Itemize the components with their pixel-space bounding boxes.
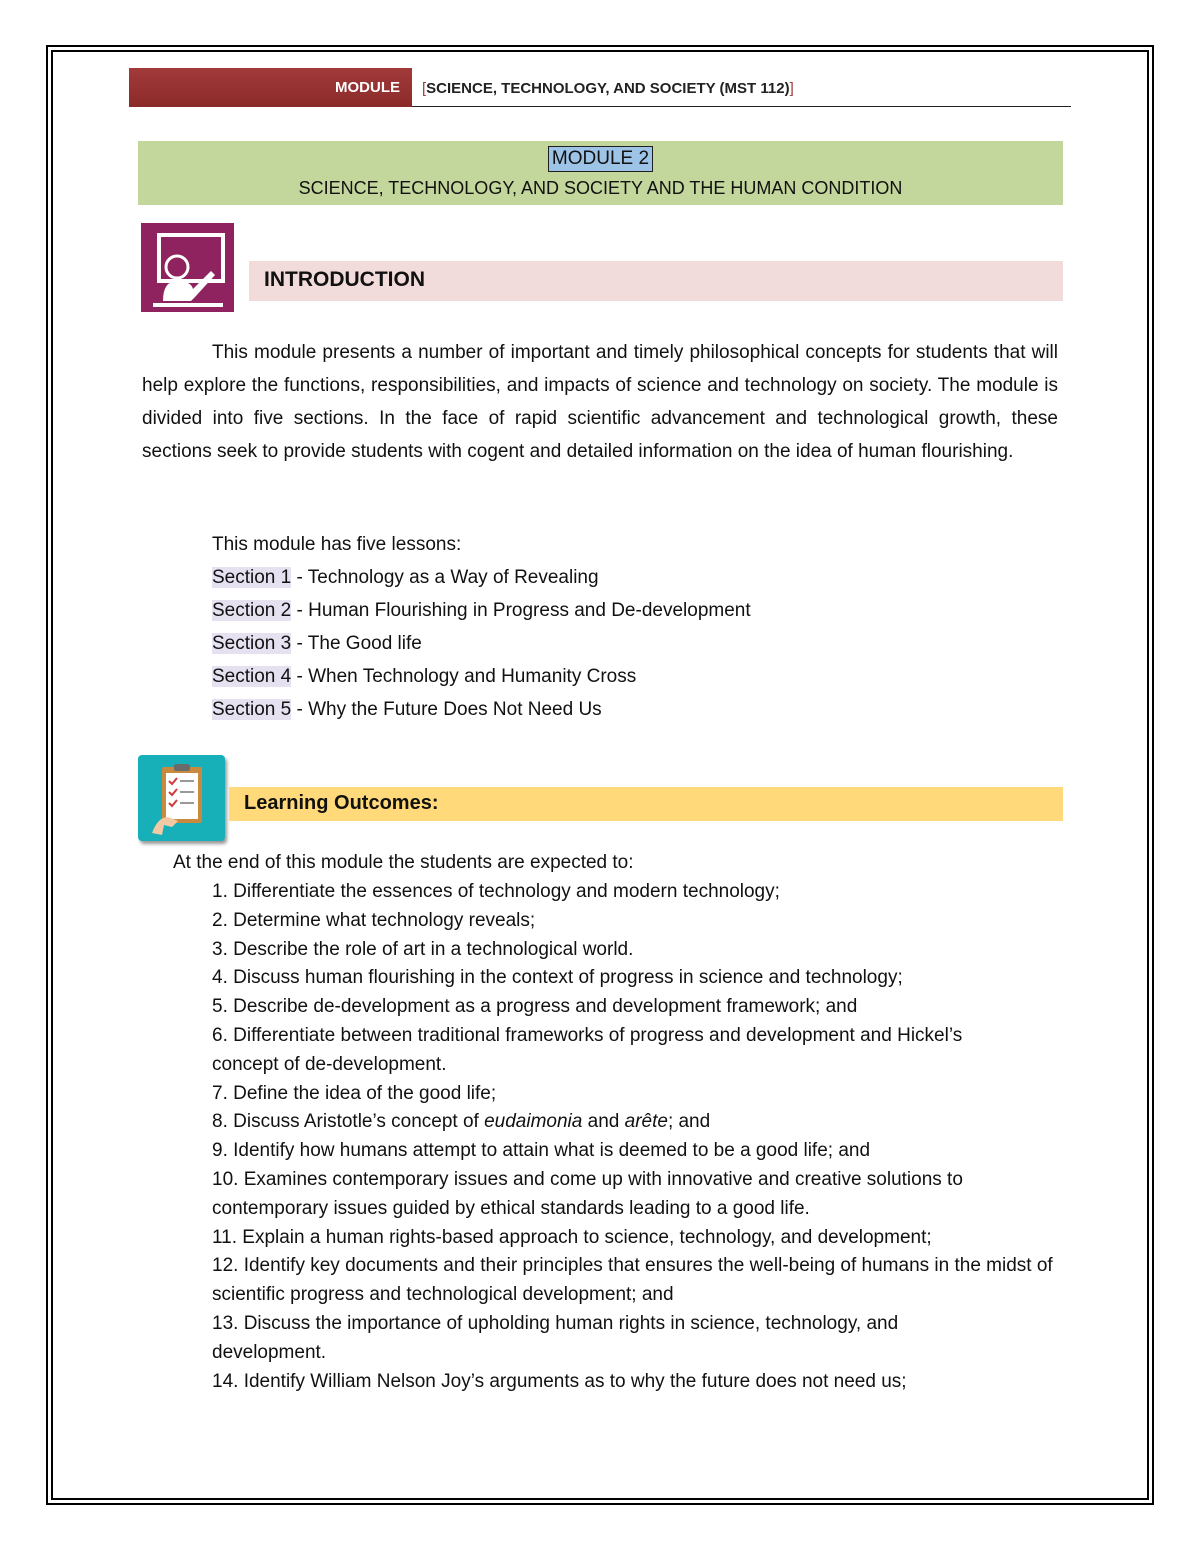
outcomes-lead: At the end of this module the students are expected to:: [173, 852, 634, 873]
outcome-item: 1. Differentiate the essences of technology and modern technology;: [212, 881, 780, 902]
module-number: MODULE 2: [548, 146, 653, 172]
section-label: Section 1: [212, 567, 292, 588]
bracket-close: ]: [789, 80, 794, 97]
section-title: - Technology as a Way of Revealing: [291, 567, 599, 588]
course-title: SCIENCE, TECHNOLOGY, AND SOCIETY (MST 112): [426, 80, 790, 97]
lesson-item: [212, 633, 422, 655]
outcome-item: 6. Differentiate between traditional frameworks of progress and development and Hickel’s concept of de-development.: [212, 1024, 963, 1075]
introduction-text: This module presents a number of important and timely philosophical concepts for students that will help explore the functions, responsibilities, and impacts of science and technology on society. The module is divided into five sections. In the face of rapid scientific advancement and technological growth, these sections seek to provide students with cogent and detailed information on the idea of human flourishing.: [142, 342, 1058, 462]
introduction-heading: INTRODUCTION: [264, 268, 425, 291]
outcome-item: 2. Determine what technology reveals;: [212, 909, 536, 931]
outcome-item: 4. Discuss human flourishing in the context of progress in science and technology;: [212, 967, 903, 989]
outcome-item: 7. Define the idea of the good life;: [212, 1082, 497, 1104]
section-label: Section 3: [212, 633, 292, 654]
module-number-wrap: [138, 146, 1063, 172]
outcome-item: 5. Describe de-development as a progress and development framework; and: [212, 996, 858, 1018]
section-title: - The Good life: [291, 633, 422, 654]
outcome-8-suffix: ; and: [667, 1111, 711, 1133]
introduction-paragraph: [142, 336, 1058, 468]
outcomes-list: [212, 878, 1072, 1396]
learning-outcomes-heading-band: [229, 787, 1063, 821]
section-title: - Human Flourishing in Progress and De-development: [291, 600, 751, 621]
term-arete: arête: [624, 1111, 668, 1133]
section-title: - When Technology and Humanity Cross: [291, 666, 637, 687]
bracket-open: [: [422, 80, 427, 97]
outcome-item: [212, 1108, 1072, 1137]
introduction-heading-band: [249, 261, 1063, 301]
outcome-item: 3. Describe the role of art in a technological world.: [212, 938, 634, 960]
module-title-band: [138, 141, 1063, 205]
section-label: Section 4: [212, 666, 292, 687]
lesson-item: [212, 699, 602, 721]
outcome-item: 13. Discuss the importance of upholding human rights in science, technology, and development.: [212, 1312, 899, 1363]
lesson-item: [212, 567, 599, 589]
teacher-icon: [141, 223, 234, 312]
lesson-item: [212, 666, 636, 688]
outcome-8-middle: and: [582, 1111, 625, 1133]
module-title: SCIENCE, TECHNOLOGY, AND SOCIETY AND THE HUMAN CONDITION: [298, 178, 903, 198]
lessons-intro: This module has five lessons:: [212, 534, 462, 555]
header-rule: [412, 106, 1071, 107]
learning-outcomes-heading: Learning Outcomes:: [244, 792, 439, 814]
section-label: Section 2: [212, 600, 292, 621]
lesson-item: [212, 600, 751, 622]
section-title: - Why the Future Does Not Need Us: [291, 699, 602, 720]
outcome-item: 10. Examines contemporary issues and come up with innovative and creative solutions to contemporary issues guided by ethical standards leading to a good life.: [212, 1168, 963, 1219]
outcome-item: 11. Explain a human rights-based approach to science, technology, and development;: [212, 1226, 932, 1248]
module-header-tag: [129, 68, 412, 107]
clipboard-icon: [138, 755, 225, 841]
outcome-item: 14. Identify William Nelson Joy’s arguments as to why the future does not need us;: [212, 1370, 907, 1392]
section-label: Section 5: [212, 699, 292, 720]
module-tag-label: MODULE: [335, 79, 400, 96]
outcome-item: 9. Identify how humans attempt to attain what is deemed to be a good life; and: [212, 1140, 871, 1162]
course-header: [422, 80, 794, 97]
term-eudaimonia: eudaimonia: [484, 1111, 583, 1133]
outcome-item: 12. Identify key documents and their principles that ensures the well-being of humans in the midst of scientific progress and technological development; and: [212, 1255, 1053, 1306]
outcome-8-prefix: 8. Discuss Aristotle’s concept of: [212, 1111, 485, 1133]
